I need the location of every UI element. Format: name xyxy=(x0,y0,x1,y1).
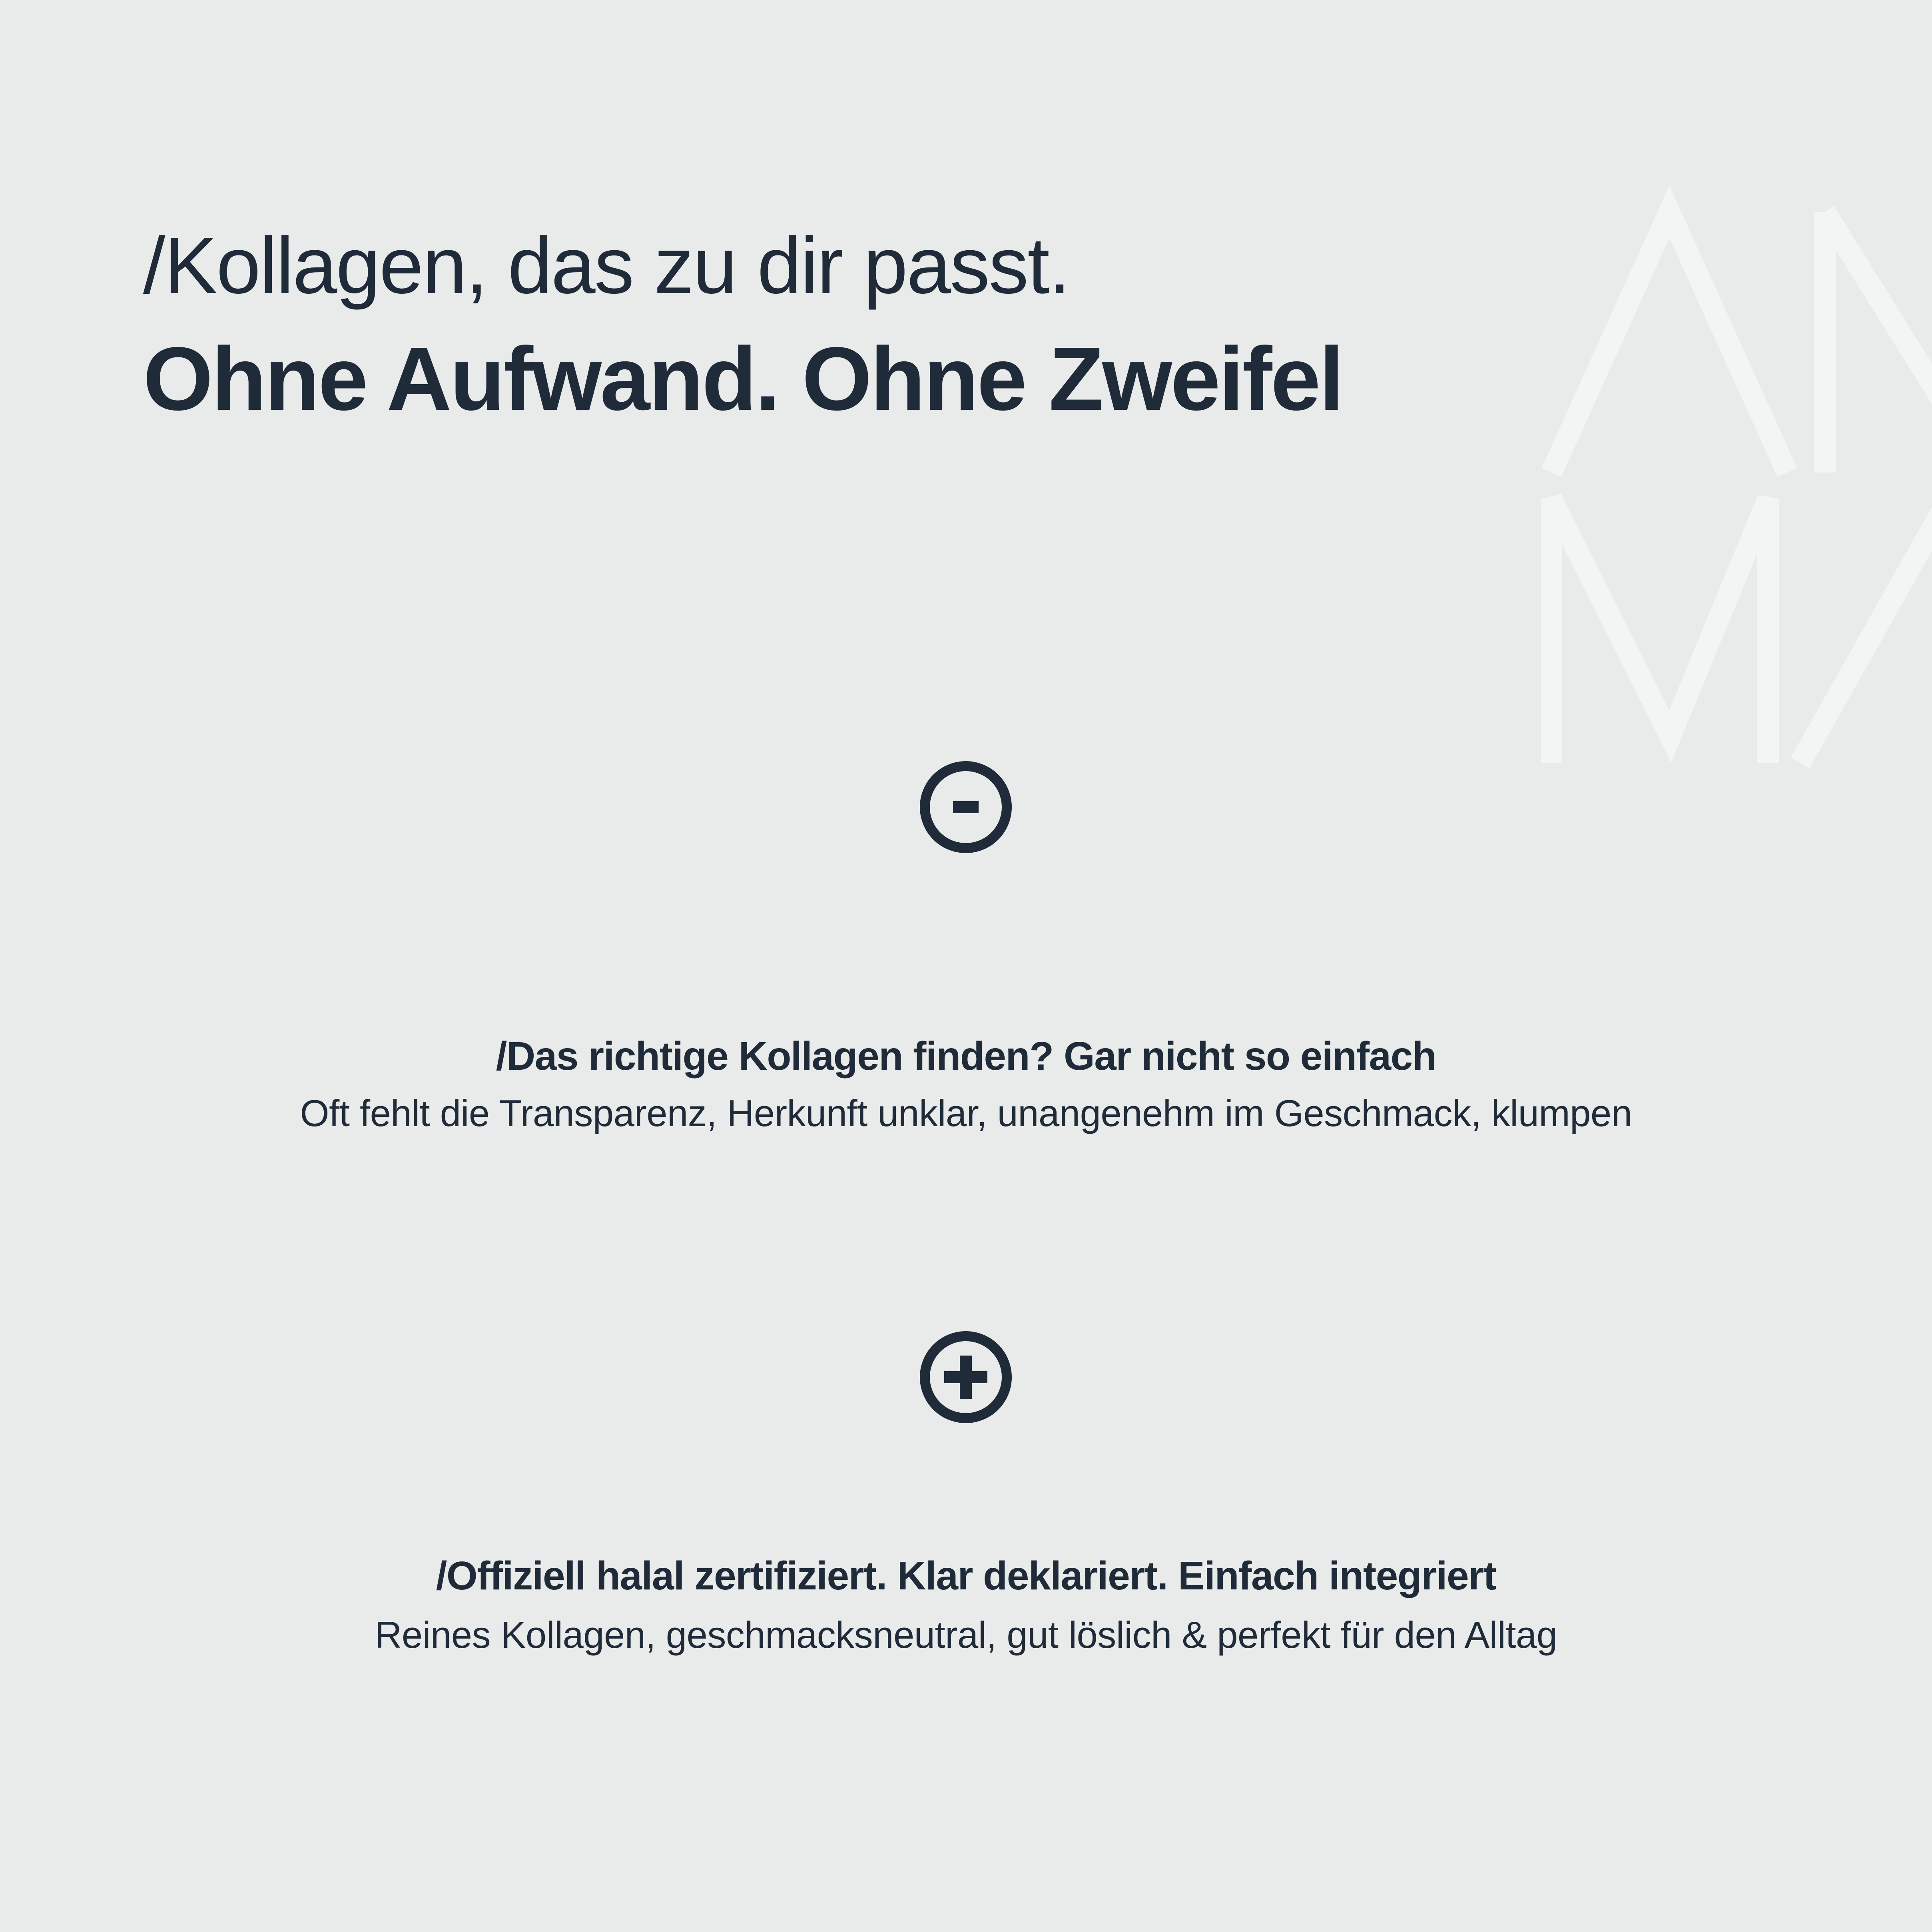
plus-circle-icon xyxy=(920,1331,1012,1423)
hero-title: Ohne Aufwand. Ohne Zweifel xyxy=(143,328,1343,429)
problem-subtitle: Oft fehlt die Transparenz, Herkunft unklar, unangenehm im Geschmack, klumpen xyxy=(300,1092,1632,1134)
problem-title: /Das richtige Kollagen finden? Gar nicht so einfach xyxy=(496,1034,1436,1079)
brand-monogram-watermark xyxy=(1479,172,1932,780)
minus-bar xyxy=(953,801,979,813)
watermark-letter-n-diagonal xyxy=(1825,212,1932,470)
watermark-letter-m xyxy=(1551,499,1768,763)
hero-subtitle: /Kollagen, das zu dir passt. xyxy=(143,221,1070,310)
plus-bar-vertical xyxy=(960,1356,972,1399)
watermark-letter-a1 xyxy=(1551,212,1787,473)
solution-title: /Offiziell halal zertifiziert. Klar deklariert. Einfach integriert xyxy=(436,1553,1496,1598)
watermark-letter-a2 xyxy=(1800,448,1932,763)
solution-subtitle: Reines Kollagen, geschmacksneutral, gut löslich & perfekt für den Alltag xyxy=(375,1614,1557,1656)
minus-circle-icon xyxy=(920,761,1012,853)
